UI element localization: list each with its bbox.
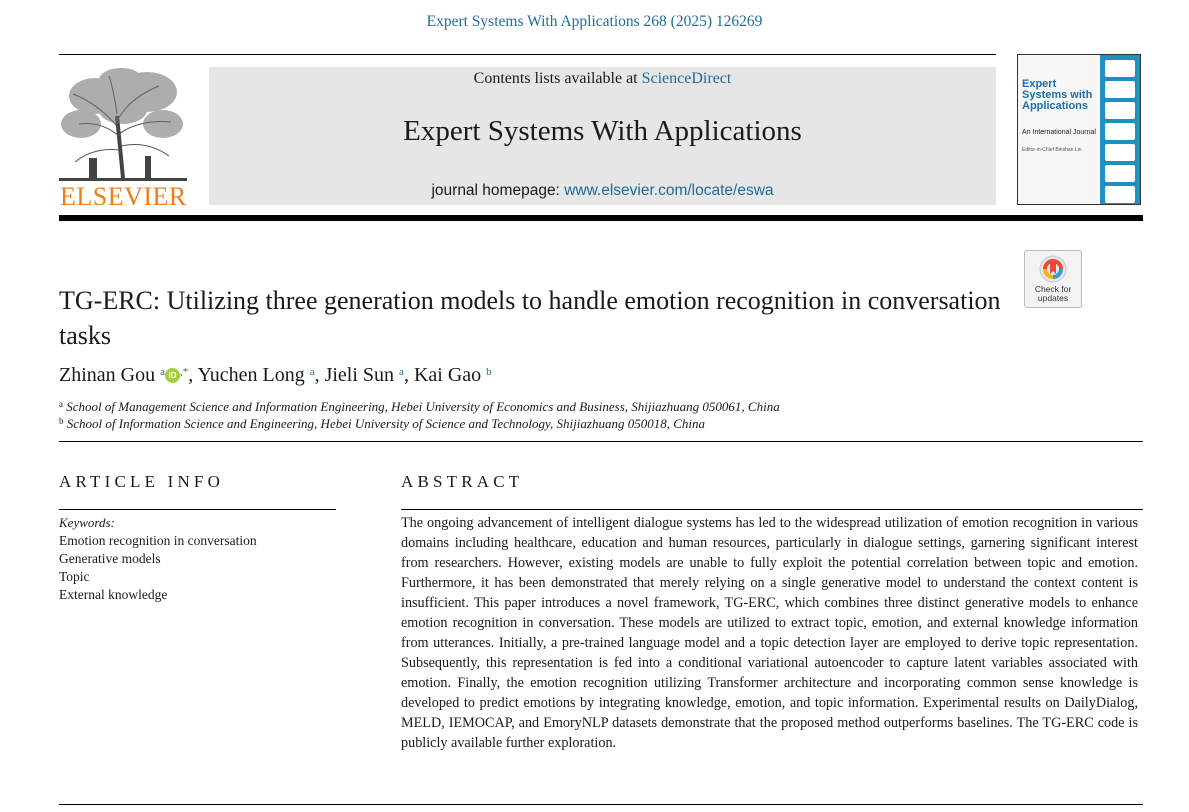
check-for-updates-button[interactable] — [1024, 250, 1082, 308]
keyword-item: Generative models — [59, 551, 161, 566]
cover-icon — [1105, 60, 1135, 77]
contents-prefix: Contents lists available at — [473, 70, 642, 87]
cover-subtitle: An International Journal — [1022, 129, 1096, 136]
author-name: Yuchen Long — [197, 364, 305, 386]
author-name: Kai Gao — [413, 364, 482, 386]
journal-homepage-link[interactable]: www.elsevier.com/locate/eswa — [564, 182, 774, 199]
cover-icon — [1105, 144, 1135, 161]
abstract-divider — [401, 509, 1143, 510]
cover-icon — [1105, 81, 1135, 98]
cover-icon — [1105, 123, 1135, 140]
affiliation-text: School of Information Science and Engineering, Hebei University of Science and Technology, Shijiazhuang 050018, China — [66, 416, 705, 431]
header-thick-divider — [59, 215, 1143, 221]
affiliation-marker[interactable]: b — [486, 366, 492, 378]
affiliation-text: School of Management Science and Information Engineering, Hebei University of Economics and Business, Shijiazhuang 050061, China — [66, 399, 780, 414]
cover-icon — [1105, 165, 1135, 182]
journal-masthead — [209, 67, 996, 205]
keyword-item: Emotion recognition in conversation — [59, 533, 257, 548]
author-list: Zhinan Gou $^a$ iD ,*, Yuchen Long $^a$, Jieli Sun $^a$, Kai Gao $^b$ — [59, 364, 492, 386]
journal-title: Expert Systems With Applications — [403, 115, 802, 147]
affiliation-marker[interactable]: a — [309, 366, 315, 378]
keyword-item: External knowledge — [59, 587, 168, 602]
abstract-heading: ABSTRACT — [401, 472, 524, 491]
keywords-list — [59, 532, 257, 604]
cover-icon — [1105, 102, 1135, 119]
corresponding-author-marker[interactable]: ,* — [179, 366, 189, 378]
affiliation-label: b — [59, 416, 64, 426]
cover-title: Expert Systems with Applications — [1022, 78, 1093, 112]
journal-cover[interactable] — [1017, 54, 1141, 205]
affiliation — [59, 399, 780, 415]
article-title: TG-ERC: Utilizing three generation models to handle emotion recognition in conversation tasks — [59, 286, 1001, 350]
top-divider — [59, 54, 996, 55]
cover-icon — [1105, 186, 1135, 203]
affiliation — [59, 416, 705, 432]
abstract-text: The ongoing advancement of intelligent dialogue systems has led to the widespread utilization of emotion recognition in various domains including healthcare, education and human resources, particularly in dialogue settings, garnering significant interest from researchers. However, existing models are unable to fully exploit the potential correlation between topic and emotion. Furthermore, it has been demonstrated that merely relying on a single generative model to understand the context content is insufficient. This paper introduces a novel framework, TG-ERC, which combines three distinct generative models to enhance emotion recognition in conversation. These models are utilized to extract topic, emotion, and external knowledge information from utterances. Initially, a pre-trained language model and a topic detection layer are employed to derive topic representation. Subsequently, this representation is fed into a conditional variational autoencoder to capture latent variables associated with emotion. Finally, the emotion recognition utilizing Transformer architecture and incorporating common sense knowledge is developed to predict emotions by integrating knowledge, emotion, and topic information. Experimental results on DailyDialog, MELD, IEMOCAP, and EmoryNLP datasets demonstrate that the proposed method outperforms baselines. The TG-ERC code is publicly available further exploration. — [401, 515, 1138, 751]
keyword-item: Topic — [59, 569, 90, 584]
article-info-heading: ARTICLE INFO — [59, 472, 225, 491]
check-updates-label: Check for updates — [1034, 284, 1072, 303]
affiliation-marker[interactable]: a — [399, 366, 404, 378]
crossmark-icon — [1038, 254, 1068, 284]
affiliation-marker[interactable]: a — [160, 366, 165, 378]
journal-citation[interactable]: Expert Systems With Applications 268 (2025) 126269 — [426, 13, 763, 30]
affiliation-label: a — [59, 399, 63, 409]
homepage-prefix: journal homepage: — [431, 182, 565, 199]
author-name: Jieli Sun — [324, 364, 395, 386]
keywords-heading: Keywords: — [59, 515, 115, 530]
cover-icon-strip — [1100, 55, 1140, 205]
article-info-divider — [59, 509, 336, 510]
contents-line — [209, 70, 996, 88]
cover-editor: Editor-in-Chief Binshan Lin — [1022, 147, 1082, 153]
homepage-line — [209, 182, 996, 200]
orcid-icon[interactable]: iD — [165, 368, 180, 383]
author-name: Zhinan Gou — [59, 364, 156, 386]
bottom-divider — [59, 804, 1143, 805]
sciencedirect-link[interactable]: ScienceDirect — [641, 70, 732, 87]
elsevier-wordmark: ELSEVIER — [60, 182, 187, 211]
affiliation-divider — [59, 441, 1143, 442]
